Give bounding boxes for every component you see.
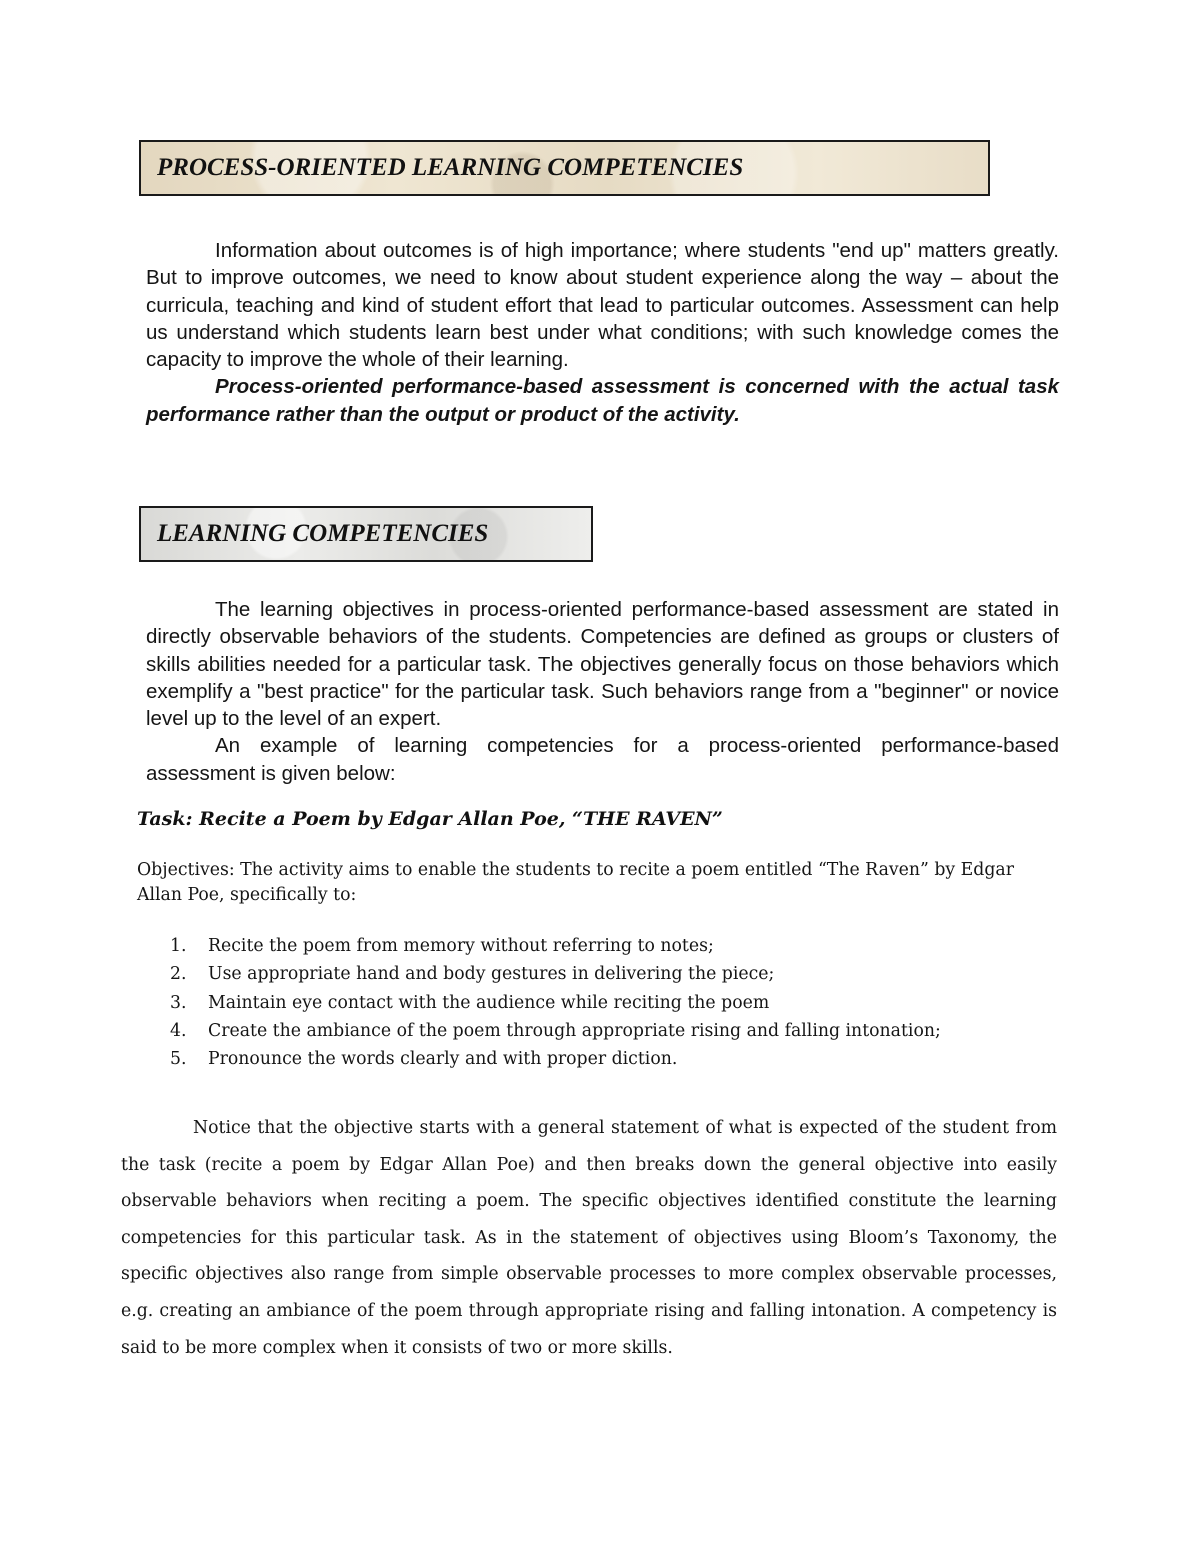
list-item [170,932,1050,960]
list-item-number: 1. [170,936,187,956]
learning-competencies-body [146,596,1059,787]
list-item-text: Pronounce the words clearly and with proper diction. [208,1049,678,1070]
learning-competencies-heading: LEARNING COMPETENCIES [157,520,489,547]
list-item [170,960,1050,988]
list-item [170,989,1050,1017]
list-item-text: Maintain eye contact with the audience while reciting the poem [208,992,770,1013]
list-item-text: Use appropriate hand and body gestures in delivering the piece; [208,964,775,985]
list-item-number: 5. [170,1049,187,1070]
list-item-text: Create the ambiance of the poem through appropriate rising and falling intonation; [208,1020,941,1041]
objectives-intro: Objectives: The activity aims to enable the students to recite a poem entitled “The Raven” by Edgar Allan Poe, specifically to: [137,860,1014,905]
example-intro: An example of learning competencies for a process-oriented performance-based assessment is given below: [146,734,1059,785]
competencies-paragraph: The learning objectives in process-oriented performance-based assessment are stated in directly observable behaviors of the students. Competencies are defined as groups or clusters of skills abilities needed for a particular task. The objectives generally focus on those behaviors which exemplify a "best practice" for the particular task. Such behaviors range from a "beginner" or novice level up to the level of an expert. [146,598,1059,731]
objectives-list [170,932,1050,1073]
process-oriented-body [146,237,1059,428]
notice-paragraph: Notice that the objective starts with a general statement of what is expected of the student from the task (recite a poem by Edgar Allan Poe) and then breaks down the general objective into easily observable behaviors when reciting a poem. The specific objectives identified constitute the learning competencies for this particular task. As in the statement of objectives using Bloom’s Taxonomy, the specific objectives also range from simple observable processes to more complex observable processes, e.g. creating an ambiance of the poem through appropriate rising and falling intonation. A competency is said to be more complex when it consists of two or more skills. [121,1118,1057,1358]
list-item-number: 2. [170,964,187,985]
list-item-text: Recite the poem from memory without referring to notes; [208,936,714,956]
process-paragraph: Information about outcomes is of high importance; where students "end up" matters greatly. But to improve outcomes, we need to know about student experience along the way – about the curricula, teaching and kind of student effort that lead to particular outcomes. Assessment can help us understand which students learn best under what conditions; with such knowledge comes the capacity to improve the whole of their learning. [146,239,1059,372]
process-emphasis: Process-oriented performance-based assessment is concerned with the actual task performance rather than the output or product of the activity. [146,375,1059,426]
list-item-number: 4. [170,1020,187,1041]
list-item [170,1017,1050,1045]
list-item-number: 3. [170,992,187,1013]
process-oriented-heading: PROCESS-ORIENTED LEARNING COMPETENCIES [157,154,744,181]
list-item [170,1045,1050,1073]
learning-competencies-heading-box [139,506,593,562]
task-title: Task: Recite a Poem by Edgar Allan Poe, “THE RAVEN” [137,808,723,830]
process-oriented-heading-box [139,140,990,196]
